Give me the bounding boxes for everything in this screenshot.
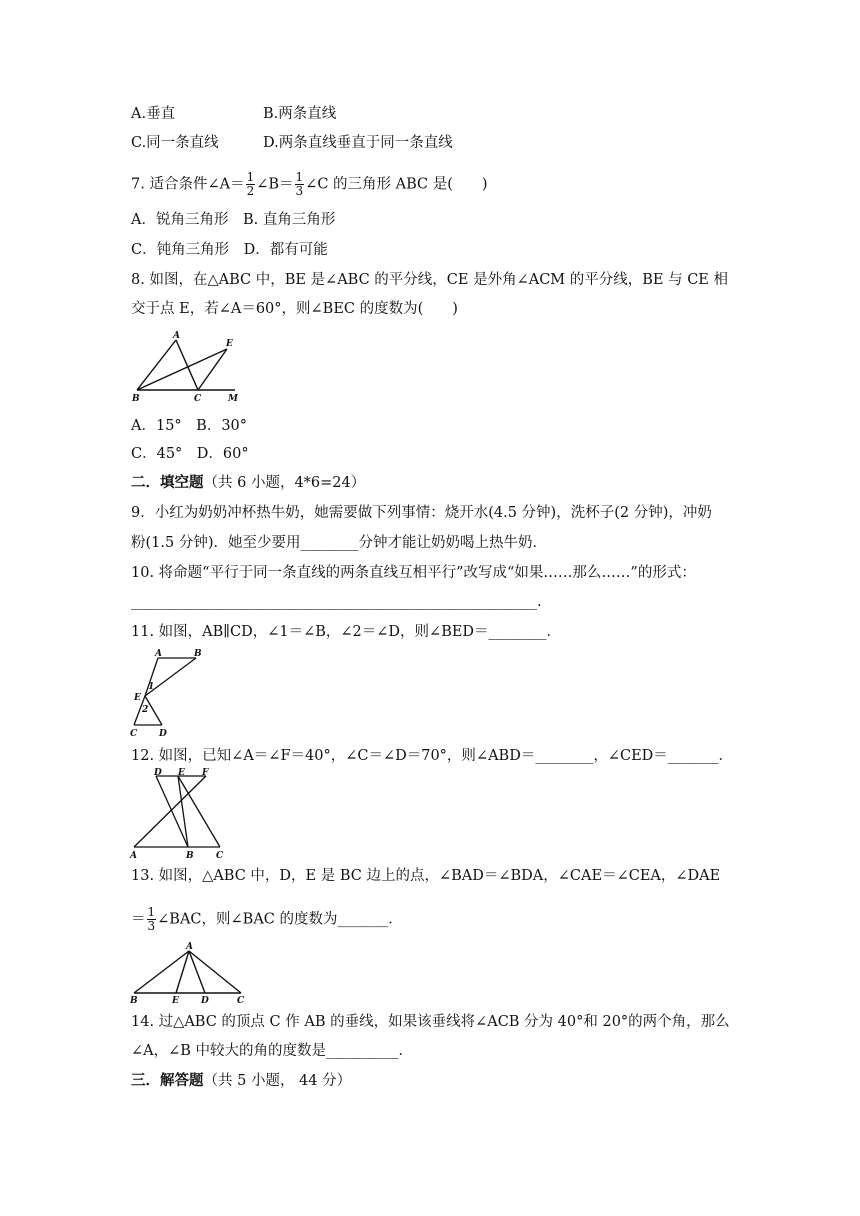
- q13-line-2-post: ∠BAC，则∠BAC 的度数为_______．: [157, 911, 403, 928]
- q8-line-1: 8. 如图，在△ABC 中，BE 是∠ABC 的平分线，CE 是外角∠ACM 的平分线，BE 与 CE 相: [131, 272, 728, 288]
- section-2-heading: [131, 473, 365, 493]
- section-2-note: （共 6 小题，4*6=24）: [203, 475, 366, 491]
- q12-label-f: F: [202, 768, 209, 778]
- q10-line-1: 10. 将命题“平行于同一条直线的两条直线互相平行”改写成“如果……那么……”的形式：: [131, 565, 696, 581]
- q11-label-d: D: [159, 729, 167, 739]
- q14-line-2: ∠A，∠B 中较大的角的度数是__________．: [131, 1043, 414, 1059]
- q12-label-c: C: [216, 851, 224, 861]
- q13-line-2: [131, 906, 403, 933]
- q13-label-d: D: [201, 996, 209, 1006]
- q8-label-e: E: [226, 339, 233, 349]
- q9-line-2: 粉(1.5 分钟)．她至少要用________分钟才能让奶奶喝上热牛奶．: [131, 535, 547, 551]
- section-3-title: 三．解答题: [131, 1072, 204, 1089]
- q10-line-2: ________________________________________________________.: [131, 594, 542, 610]
- q12-label-d: D: [154, 768, 162, 778]
- q7-options-1: A．锐角三角形 B. 直角三角形: [131, 212, 336, 228]
- q11-figure: [128, 650, 203, 738]
- q6-option-c: C.同一条直线: [131, 135, 219, 151]
- q7-stem-post: ∠C 的三角形 ABC 是( ): [305, 176, 488, 193]
- q8-label-c: C: [194, 394, 202, 404]
- q11-label-c: C: [130, 729, 138, 739]
- q8-figure: [128, 330, 248, 405]
- q8-options-2: C．45° D．60°: [131, 446, 249, 462]
- q13-frac-num: 1: [147, 905, 156, 919]
- q7-fraction-2: [295, 171, 305, 198]
- q12-stem: 12. 如图，已知∠A＝∠F＝40°，∠C＝∠D＝70°，则∠ABD＝________，∠CED＝_______．: [131, 748, 734, 764]
- q13-line-2-pre: ＝: [131, 911, 146, 928]
- q12-label-b: B: [186, 851, 194, 861]
- q11-label-a: A: [155, 649, 162, 659]
- q7-frac1-den: 2: [246, 184, 255, 198]
- q13-label-c: C: [237, 996, 245, 1006]
- q12-figure: [128, 768, 228, 860]
- q7-options-2: C．钝角三角形 D．都有可能: [131, 242, 328, 258]
- q8-label-m: M: [228, 394, 238, 404]
- q6-option-a: A.垂直: [131, 106, 176, 122]
- q8-options-1: A．15° B．30°: [131, 418, 248, 434]
- q11-label-b: B: [194, 649, 202, 659]
- q14-line-1: 14. 过△ABC 的顶点 C 作 AB 的垂线，如果该垂线将∠ACB 分为 40°和 20°的两个角，那么: [131, 1014, 730, 1030]
- q8-label-b: B: [132, 394, 140, 404]
- q7-stem-mid: ∠B＝: [256, 176, 294, 193]
- q13-label-b: B: [130, 996, 138, 1006]
- q8-label-a: A: [173, 331, 180, 341]
- q11-stem: 11. 如图，AB∥CD，∠1＝∠B，∠2＝∠D，则∠BED＝________．: [131, 624, 562, 640]
- q13-fraction: [147, 906, 157, 933]
- q7-frac2-num: 1: [295, 170, 304, 184]
- q7-frac1-num: 1: [246, 170, 255, 184]
- q7-stem-pre: 7. 适合条件∠A＝: [131, 176, 245, 193]
- q12-label-a: A: [130, 851, 137, 861]
- q13-frac-den: 3: [147, 919, 156, 933]
- q6-option-d: D.两条直线垂直于同一条直线: [263, 135, 453, 151]
- q13-line-1: 13. 如图，△ABC 中，D，E 是 BC 边上的点，∠BAD＝∠BDA，∠CAE＝∠CEA，∠DAE: [131, 868, 721, 884]
- q11-angle-1: 1: [148, 682, 155, 692]
- q9-line-1: 9．小红为奶奶冲杯热牛奶，她需要做下列事情：烧开水(4.5 分钟)，洗杯子(2 分钟)，冲奶: [131, 505, 712, 521]
- q11-angle-2: 2: [142, 705, 149, 715]
- section-2-title: 二．填空题: [131, 474, 204, 491]
- q8-line-2: 交于点 E，若∠A＝60°，则∠BEC 的度数为( ): [131, 301, 458, 317]
- q13-figure: [128, 940, 253, 1005]
- q6-option-b: B.两条直线: [263, 106, 337, 122]
- section-3-note: （共 5 小题， 44 分）: [203, 1073, 352, 1089]
- section-3-heading: [131, 1071, 351, 1091]
- q7-fraction-1: [246, 171, 256, 198]
- q12-label-e: E: [178, 768, 185, 778]
- q13-label-a: A: [186, 942, 193, 952]
- q7-stem: [131, 171, 488, 198]
- q13-label-e: E: [172, 996, 179, 1006]
- q11-label-e: E: [134, 693, 141, 703]
- q7-frac2-den: 3: [295, 184, 304, 198]
